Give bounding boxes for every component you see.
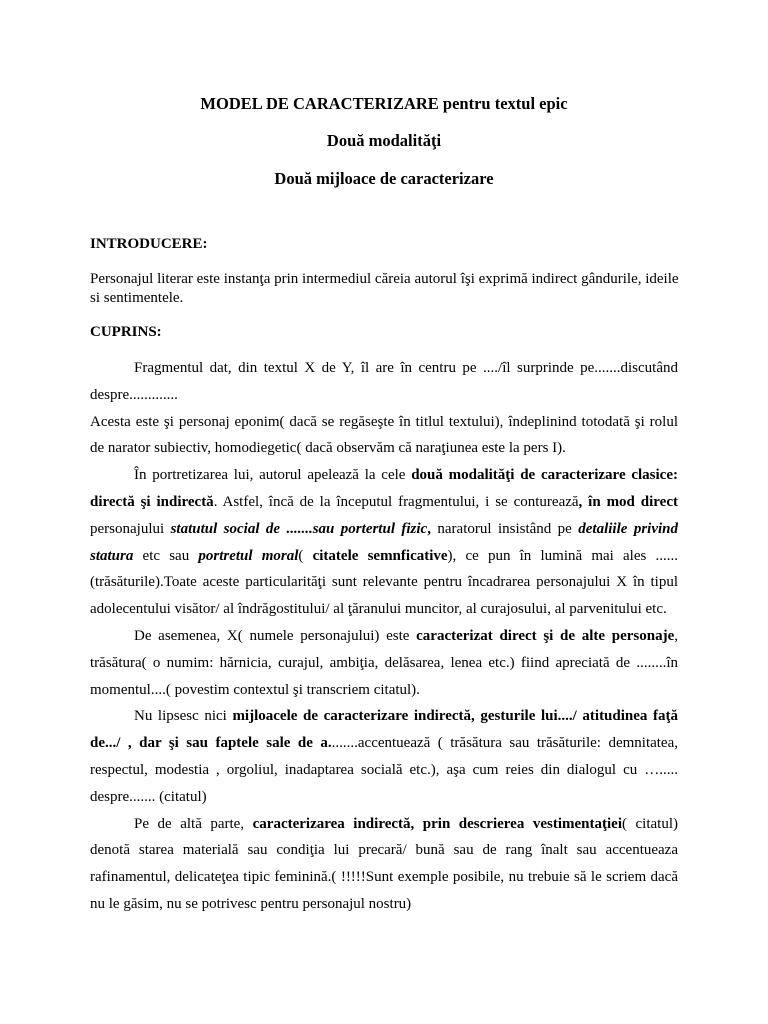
bold-run: caracterizat direct şi de alte personaje (416, 627, 675, 644)
document-subtitle-modalities: Două modalităţi (326, 131, 442, 150)
text-run: Nu lipsesc nici (134, 708, 233, 725)
text-run: În portretizarea lui, autorul apelează la cele (134, 467, 412, 484)
paragraph-direct-characterization (90, 623, 678, 703)
paragraph-fragment: Fragmentul dat, din textul X de Y, îl are în centru pe ..../îl surprinde pe.......discutând despre............. (90, 360, 678, 403)
text-run: .......accentuează ( trăsătura sau trăsăturile: demnitatea, respectul, modestia , orgoliul, inadaptarea socială etc.), aşa cum reies din dialogul cu …..... despre....... (citatul) (90, 735, 678, 805)
paragraph-eponym: Acesta este şi personaj eponim( dacă se regăseşte în titlul textului), îndeplinind totodată şi rolul de narator subiectiv, homodiegetic( dacă observăm că naraţiunea este la pers I). (90, 413, 678, 457)
document-subtitle-means: Două mijloace de caracterizare (274, 169, 494, 188)
bold-run: , (427, 520, 431, 537)
bold-italic-run: portretul moral (198, 547, 299, 564)
document-title: MODEL DE CARACTERIZARE pentru textul epic (200, 94, 568, 113)
bold-run: citatele semnficative (312, 547, 448, 564)
text-run: . Astfel, încă de la începutul fragmentului, i se conturează (213, 493, 579, 510)
text-run: , trăsătura( o numim: hărnicia, curajul, ambiţia, delăsarea, lenea etc.) fiind apreciată de ........în momentul....( povestim contextul şi transcriem citatul). (90, 627, 678, 698)
text-run: ( citatul) denotă starea materială sau condiţia lui precară/ bună sau de rang înalt sau accentueaza rafinamentul, delicateţea tipic feminină.( !!!!!Sunt exemple posibile, nu trebuie să le scriem dacă nu le găsim, nu se potrivesc pentru personajul nostru) (90, 815, 678, 912)
paragraph-indirect-means (90, 703, 678, 810)
text-run: personajului (90, 520, 171, 537)
bold-italic-run: statutul social de .......sau portertul fizic (170, 520, 428, 537)
bold-italic-run: detaliile privind statura (90, 520, 678, 564)
bold-run: două modalităţi de caracterizare clasice: directă şi indirectă (90, 467, 678, 510)
text-run: naratorul insistând pe (430, 520, 579, 537)
bold-run: , în mod direct (578, 493, 678, 510)
text-run: Pe de altă parte, (134, 815, 253, 832)
content-body (90, 355, 678, 918)
introduction-heading: INTRODUCERE: (90, 236, 208, 252)
text-run: etc sau (133, 547, 199, 564)
text-run: ( (298, 547, 313, 564)
bold-run: mijloacele de caracterizare indirectă, gesturile lui..../ atitudinea faţă de.../ , dar şi sau faptele sale de a. (90, 708, 678, 752)
content-heading: CUPRINS: (90, 324, 162, 340)
bold-run: caracterizarea indirectă, prin descrierea vestimentaţiei (252, 815, 622, 832)
text-run: De asemenea, X( numele personajului) este (134, 627, 417, 644)
introduction-paragraph: Personajul literar este instanţa prin intermediul căreia autorul îşi exprimă indirect gândurile, ideile si sentimentele. (90, 271, 679, 306)
paragraph-clothing (90, 811, 678, 918)
paragraph-portrait (90, 462, 678, 623)
text-run: ), ce pun în lumină mai ales ...... (trăsăturile).Toate aceste particularităţi sunt relevante pentru încadrarea personajului X în tipul adolecentului visător/ al îndrăgostitului/ al ţăranului muncitor, al curajosului, al parvenitului etc. (90, 547, 678, 618)
